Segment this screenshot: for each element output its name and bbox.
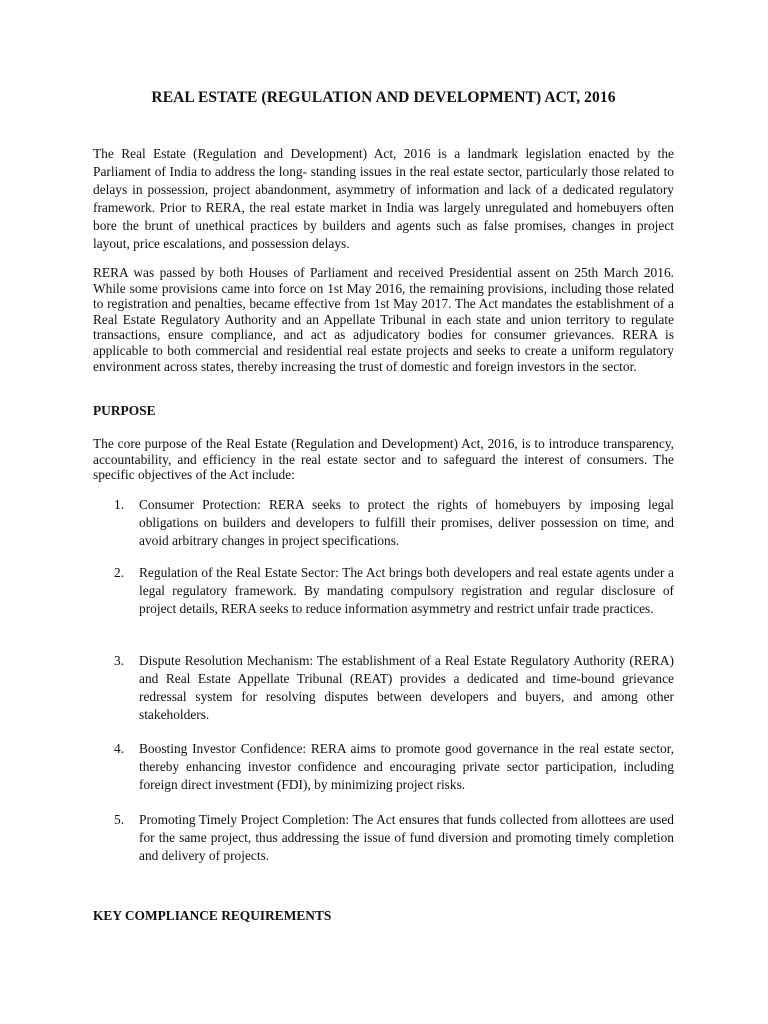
purpose-intro-paragraph: The core purpose of the Real Estate (Regulation and Development) Act, 2016, is to introduce transparency, accountability, and efficiency in the real estate sector and to safeguard the interest of consumers. The specific objectives of the Act include:	[93, 436, 674, 483]
key-compliance-heading: KEY COMPLIANCE REQUIREMENTS	[93, 908, 332, 923]
document-title: REAL ESTATE (REGULATION AND DEVELOPMENT) ACT, 2016	[151, 89, 616, 106]
objective-number: 2.	[114, 565, 125, 580]
objective-text: Dispute Resolution Mechanism: The establishment of a Real Estate Regulatory Authority (RERA) and Real Estate Appellate Tribunal (REAT) provides a dedicated and time-bound grievance redressal system for resolving disputes between developers and buyers, and among other stakeholders.	[139, 653, 674, 723]
objective-number: 3.	[114, 653, 125, 668]
objective-number: 4.	[114, 741, 125, 756]
intro-paragraph-1: The Real Estate (Regulation and Development) Act, 2016 is a landmark legislation enacted by the Parliament of India to address the long- standing issues in the real estate sector, particularly those related to delays in possession, project abandonment, asymmetry of information and lack of a dedicated regulatory framework. Prior to RERA, the real estate market in India was largely unregulated and homebuyers often bore the brunt of unethical practices by builders and agents such as false promises, changes in project layout, price escalations, and possession delays.	[93, 146, 674, 252]
intro-paragraph-2: RERA was passed by both Houses of Parliament and received Presidential assent on 25th March 2016. While some provisions came into force on 1st May 2016, the remaining provisions, including those related to registration and penalties, became effective from 1st May 2017. The Act mandates the establishment of a Real Estate Regulatory Authority and an Appellate Tribunal in each state and union territory to regulate transactions, ensure compliance, and act as adjudicatory bodies for consumer grievances. RERA is applicable to both commercial and residential real estate projects and seeks to create a uniform regulatory environment across states, thereby increasing the trust of domestic and foreign investors in the sector.	[93, 265, 674, 374]
purpose-heading: PURPOSE	[93, 403, 156, 418]
objective-number: 1.	[114, 497, 125, 512]
objective-text: Consumer Protection: RERA seeks to protect the rights of homebuyers by imposing legal obligations on builders and developers to fulfill their promises, deliver possession on time, and avoid arbitrary changes in project specifications.	[139, 497, 674, 549]
objective-number: 5.	[114, 812, 125, 827]
objective-text: Regulation of the Real Estate Sector: The Act brings both developers and real estate agents under a legal regulatory framework. By mandating compulsory registration and regular disclosure of project details, RERA seeks to reduce information asymmetry and restrict unfair trade practices.	[139, 565, 674, 617]
objective-text: Promoting Timely Project Completion: The Act ensures that funds collected from allottees are used for the same project, thus addressing the issue of fund diversion and promoting timely completion and delivery of projects.	[139, 812, 674, 864]
objective-text: Boosting Investor Confidence: RERA aims to promote good governance in the real estate sector, thereby enhancing investor confidence and encouraging private sector participation, including foreign direct investment (FDI), by minimizing project risks.	[139, 741, 674, 793]
